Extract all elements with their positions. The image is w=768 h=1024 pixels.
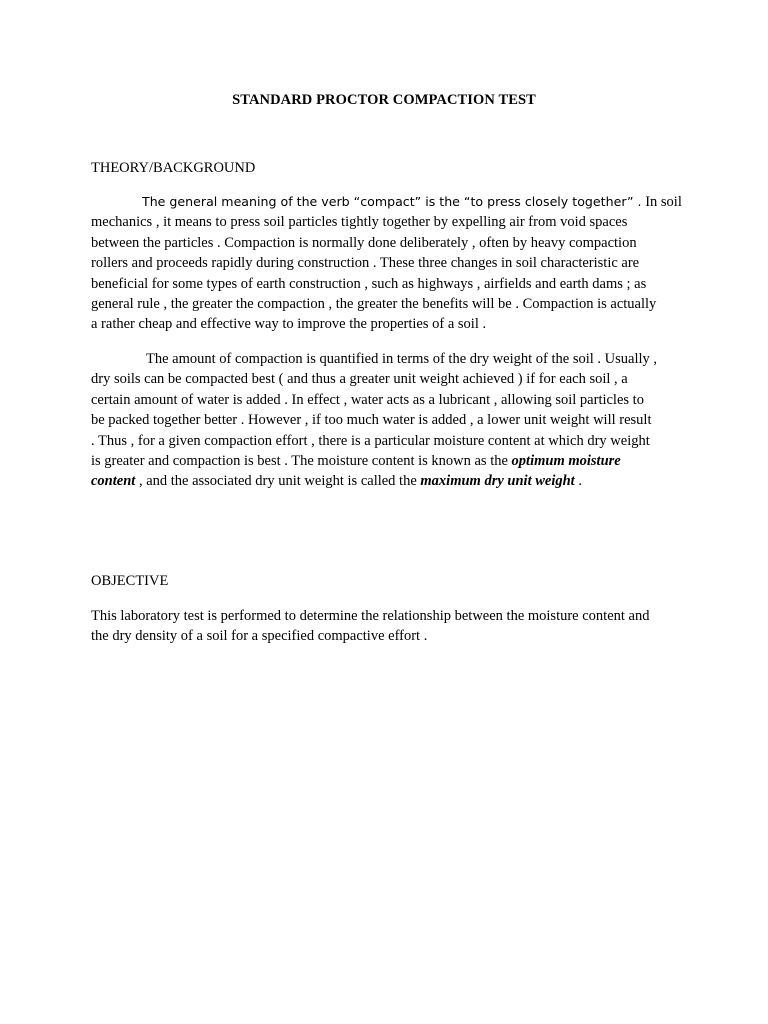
objective-heading: OBJECTIVE: [91, 573, 169, 589]
paragraph-line: rollers and proceeds rapidly during construction . These three changes in soil characteristic are: [91, 255, 640, 272]
paragraph-line: [91, 192, 683, 212]
paragraph-line: beneficial for some types of earth construction , such as highways , airfields and earth dams ; as: [91, 275, 647, 292]
paragraph-line: This laboratory test is performed to determine the relationship between the moisture content and: [91, 608, 650, 624]
text-run: In soil: [641, 194, 682, 210]
theory-heading: THEORY/BACKGROUND: [91, 160, 256, 176]
term-maximum-dry-unit-weight: maximum dry unit weight: [420, 473, 575, 490]
term-content: content: [91, 473, 136, 490]
sans-text-run: The general meaning of the verb “compact” is the “to press closely together” .: [142, 194, 642, 209]
text-run: , and the associated dry unit weight is called the: [135, 473, 421, 490]
term-optimum-moisture: optimum moisture: [511, 453, 621, 470]
paragraph-line: [91, 471, 683, 491]
text-run: .: [574, 473, 582, 490]
paragraph-line: between the particles . Compaction is normally done deliberately , often by heavy compaction: [91, 234, 637, 251]
paragraph-line: The amount of compaction is quantified in terms of the dry weight of the soil . Usually ,: [146, 351, 658, 367]
theory-paragraph-2: [91, 349, 683, 492]
theory-paragraph-1: [91, 192, 683, 335]
paragraph-line: [91, 451, 683, 471]
paragraph-line: a rather cheap and effective way to improve the properties of a soil .: [91, 316, 487, 333]
paragraph-line: the dry density of a soil for a specified compactive effort .: [91, 628, 428, 645]
paragraph-line: . Thus , for a given compaction effort , there is a particular moisture content at which dry weight: [91, 432, 650, 449]
text-run: is greater and compaction is best . The moisture content is known as the: [91, 453, 512, 470]
paragraph-line: general rule , the greater the compaction , the greater the benefits will be . Compaction is actually: [91, 296, 657, 313]
objective-paragraph: [91, 606, 683, 647]
paragraph-line: dry soils can be compacted best ( and thus a greater unit weight achieved ) if for each soil , a: [91, 371, 628, 388]
paragraph-line: be packed together better . However , if too much water is added , a lower unit weight will result: [91, 412, 652, 429]
paragraph-line: certain amount of water is added . In effect , water acts as a lubricant , allowing soil particles to: [91, 391, 644, 408]
paragraph-line: mechanics , it means to press soil particles tightly together by expelling air from void spaces: [91, 214, 628, 231]
document-title: STANDARD PROCTOR COMPACTION TEST: [232, 92, 536, 108]
